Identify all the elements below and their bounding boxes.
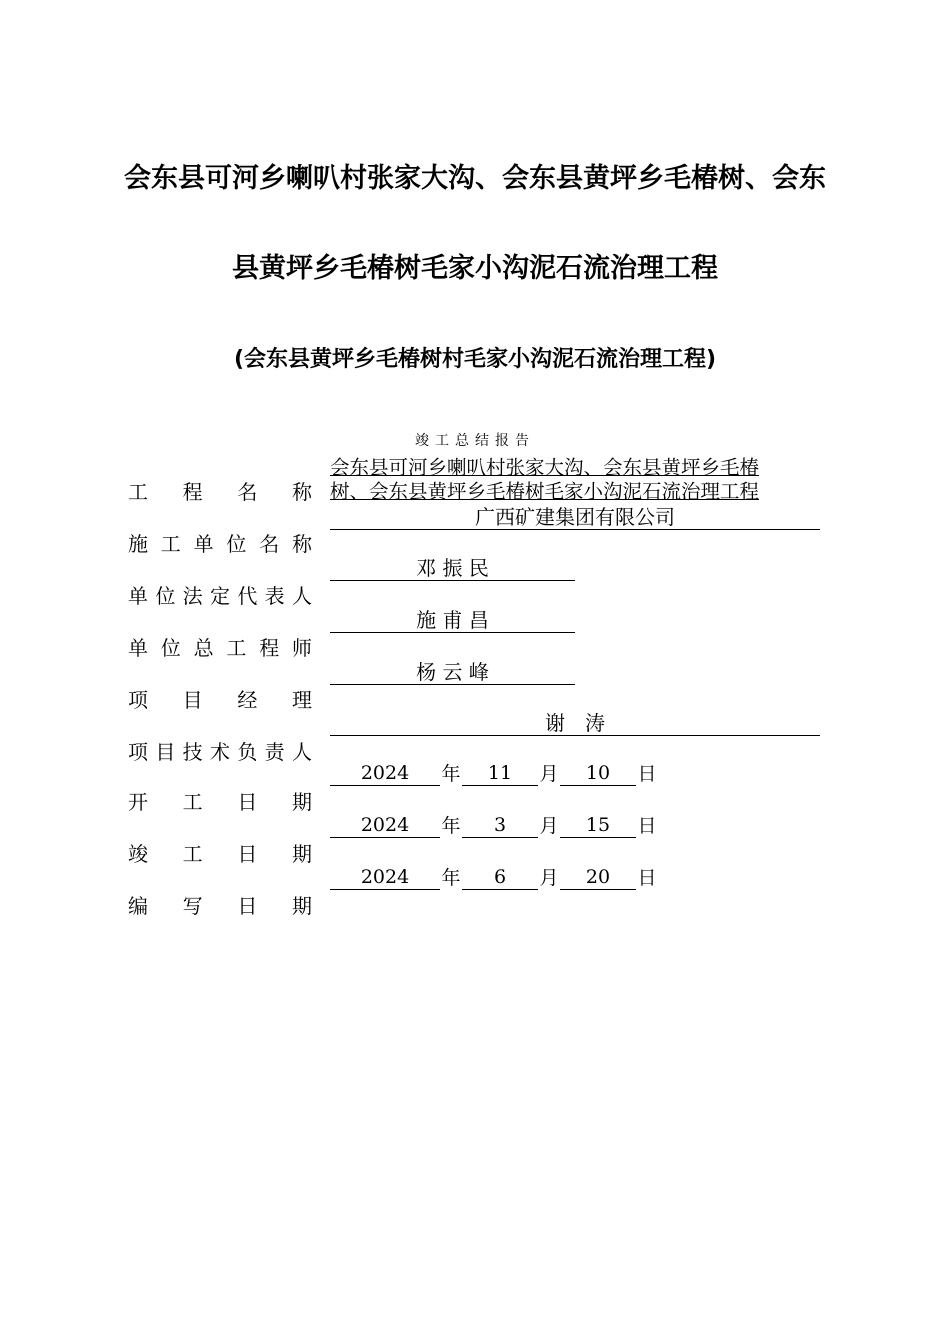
label-char: 编 [128,894,148,918]
completion-month: 3 [462,813,538,838]
project-name-value [330,456,822,504]
written-date-value [330,866,658,890]
written-month: 6 [462,865,538,890]
month-char: 月 [539,815,559,837]
label-char: 代 [237,584,258,608]
label-char: 竣 [128,842,148,866]
legal-rep-value: 邓 振 民 [330,556,575,581]
label-char: 人 [291,584,312,608]
label-char: 日 [237,894,258,918]
label-char: 期 [291,842,312,866]
label-char: 名 [259,532,280,556]
completion-year: 2024 [330,813,440,838]
written-year: 2024 [330,865,440,890]
start-year: 2024 [330,761,440,786]
label-legal-rep [128,584,312,608]
label-char: 师 [291,636,312,660]
label-contractor [128,532,312,556]
label-char: 法 [182,584,203,608]
label-char: 单 [128,584,148,608]
year-char: 年 [441,815,461,837]
label-char: 工 [160,532,181,556]
label-char: 位 [160,636,181,660]
label-char: 理 [291,688,312,712]
day-char: 日 [637,815,657,837]
label-char: 总 [193,636,214,660]
label-char: 称 [291,532,312,556]
label-char: 位 [226,532,247,556]
label-char: 人 [291,740,312,764]
label-char: 负 [237,740,258,764]
start-day: 10 [560,761,636,786]
label-char: 日 [237,842,258,866]
document-title-line2: 县黄坪乡毛椿树毛家小沟泥石流治理工程 [232,253,718,284]
completion-date-value [330,814,658,838]
label-char: 位 [155,584,176,608]
month-char: 月 [539,763,559,785]
label-char: 责 [264,740,285,764]
label-char: 定 [209,584,230,608]
label-char: 工 [226,636,247,660]
label-char: 期 [291,894,312,918]
label-char: 开 [128,790,148,814]
label-char: 单 [128,636,148,660]
label-char: 工 [128,480,148,504]
day-char: 日 [637,763,657,785]
document-title-line1: 会东县可河乡喇叭村张家大沟、会东县黄坪乡毛椿树、会东 [124,163,826,194]
label-char: 目 [182,688,203,712]
label-char: 程 [259,636,280,660]
month-char: 月 [539,867,559,889]
label-char: 术 [209,740,230,764]
label-char: 工 [182,790,203,814]
start-month: 11 [462,761,538,786]
label-project-name [128,480,312,504]
label-char: 施 [128,532,148,556]
label-tech-lead [128,740,312,764]
label-char: 目 [155,740,176,764]
project-manager-value: 杨 云 峰 [330,660,575,685]
tech-lead-value: 谢 涛 [330,711,820,736]
label-char: 项 [128,740,148,764]
project-name-line2: 树、会东县黄坪乡毛椿树毛家小沟泥石流治理工程 [330,480,760,503]
start-date-value [330,762,658,786]
label-char: 日 [237,790,258,814]
report-type-label: 竣工总结报告 [415,433,535,449]
label-char: 名 [237,480,258,504]
written-day: 20 [560,865,636,890]
label-char: 程 [182,480,203,504]
document-subtitle: (会东县黄坪乡毛椿树村毛家小沟泥石流治理工程) [233,347,717,372]
contractor-value: 广西矿建集团有限公司 [330,505,820,530]
label-char: 单 [193,532,214,556]
year-char: 年 [441,867,461,889]
completion-day: 15 [560,813,636,838]
label-char: 技 [182,740,203,764]
label-completion-date [128,842,312,866]
label-char: 写 [182,894,203,918]
label-project-manager [128,688,312,712]
label-char: 表 [264,584,285,608]
label-char: 工 [182,842,203,866]
label-chief-engineer [128,636,312,660]
chief-engineer-value: 施 甫 昌 [330,608,575,633]
label-char: 期 [291,790,312,814]
label-start-date [128,790,312,814]
label-char: 经 [237,688,258,712]
day-char: 日 [637,867,657,889]
project-name-line1: 会东县可河乡喇叭村张家大沟、会东县黄坪乡毛椿 [330,456,760,479]
label-char: 项 [128,688,148,712]
label-char: 称 [291,480,312,504]
year-char: 年 [441,763,461,785]
label-written-date [128,894,312,918]
